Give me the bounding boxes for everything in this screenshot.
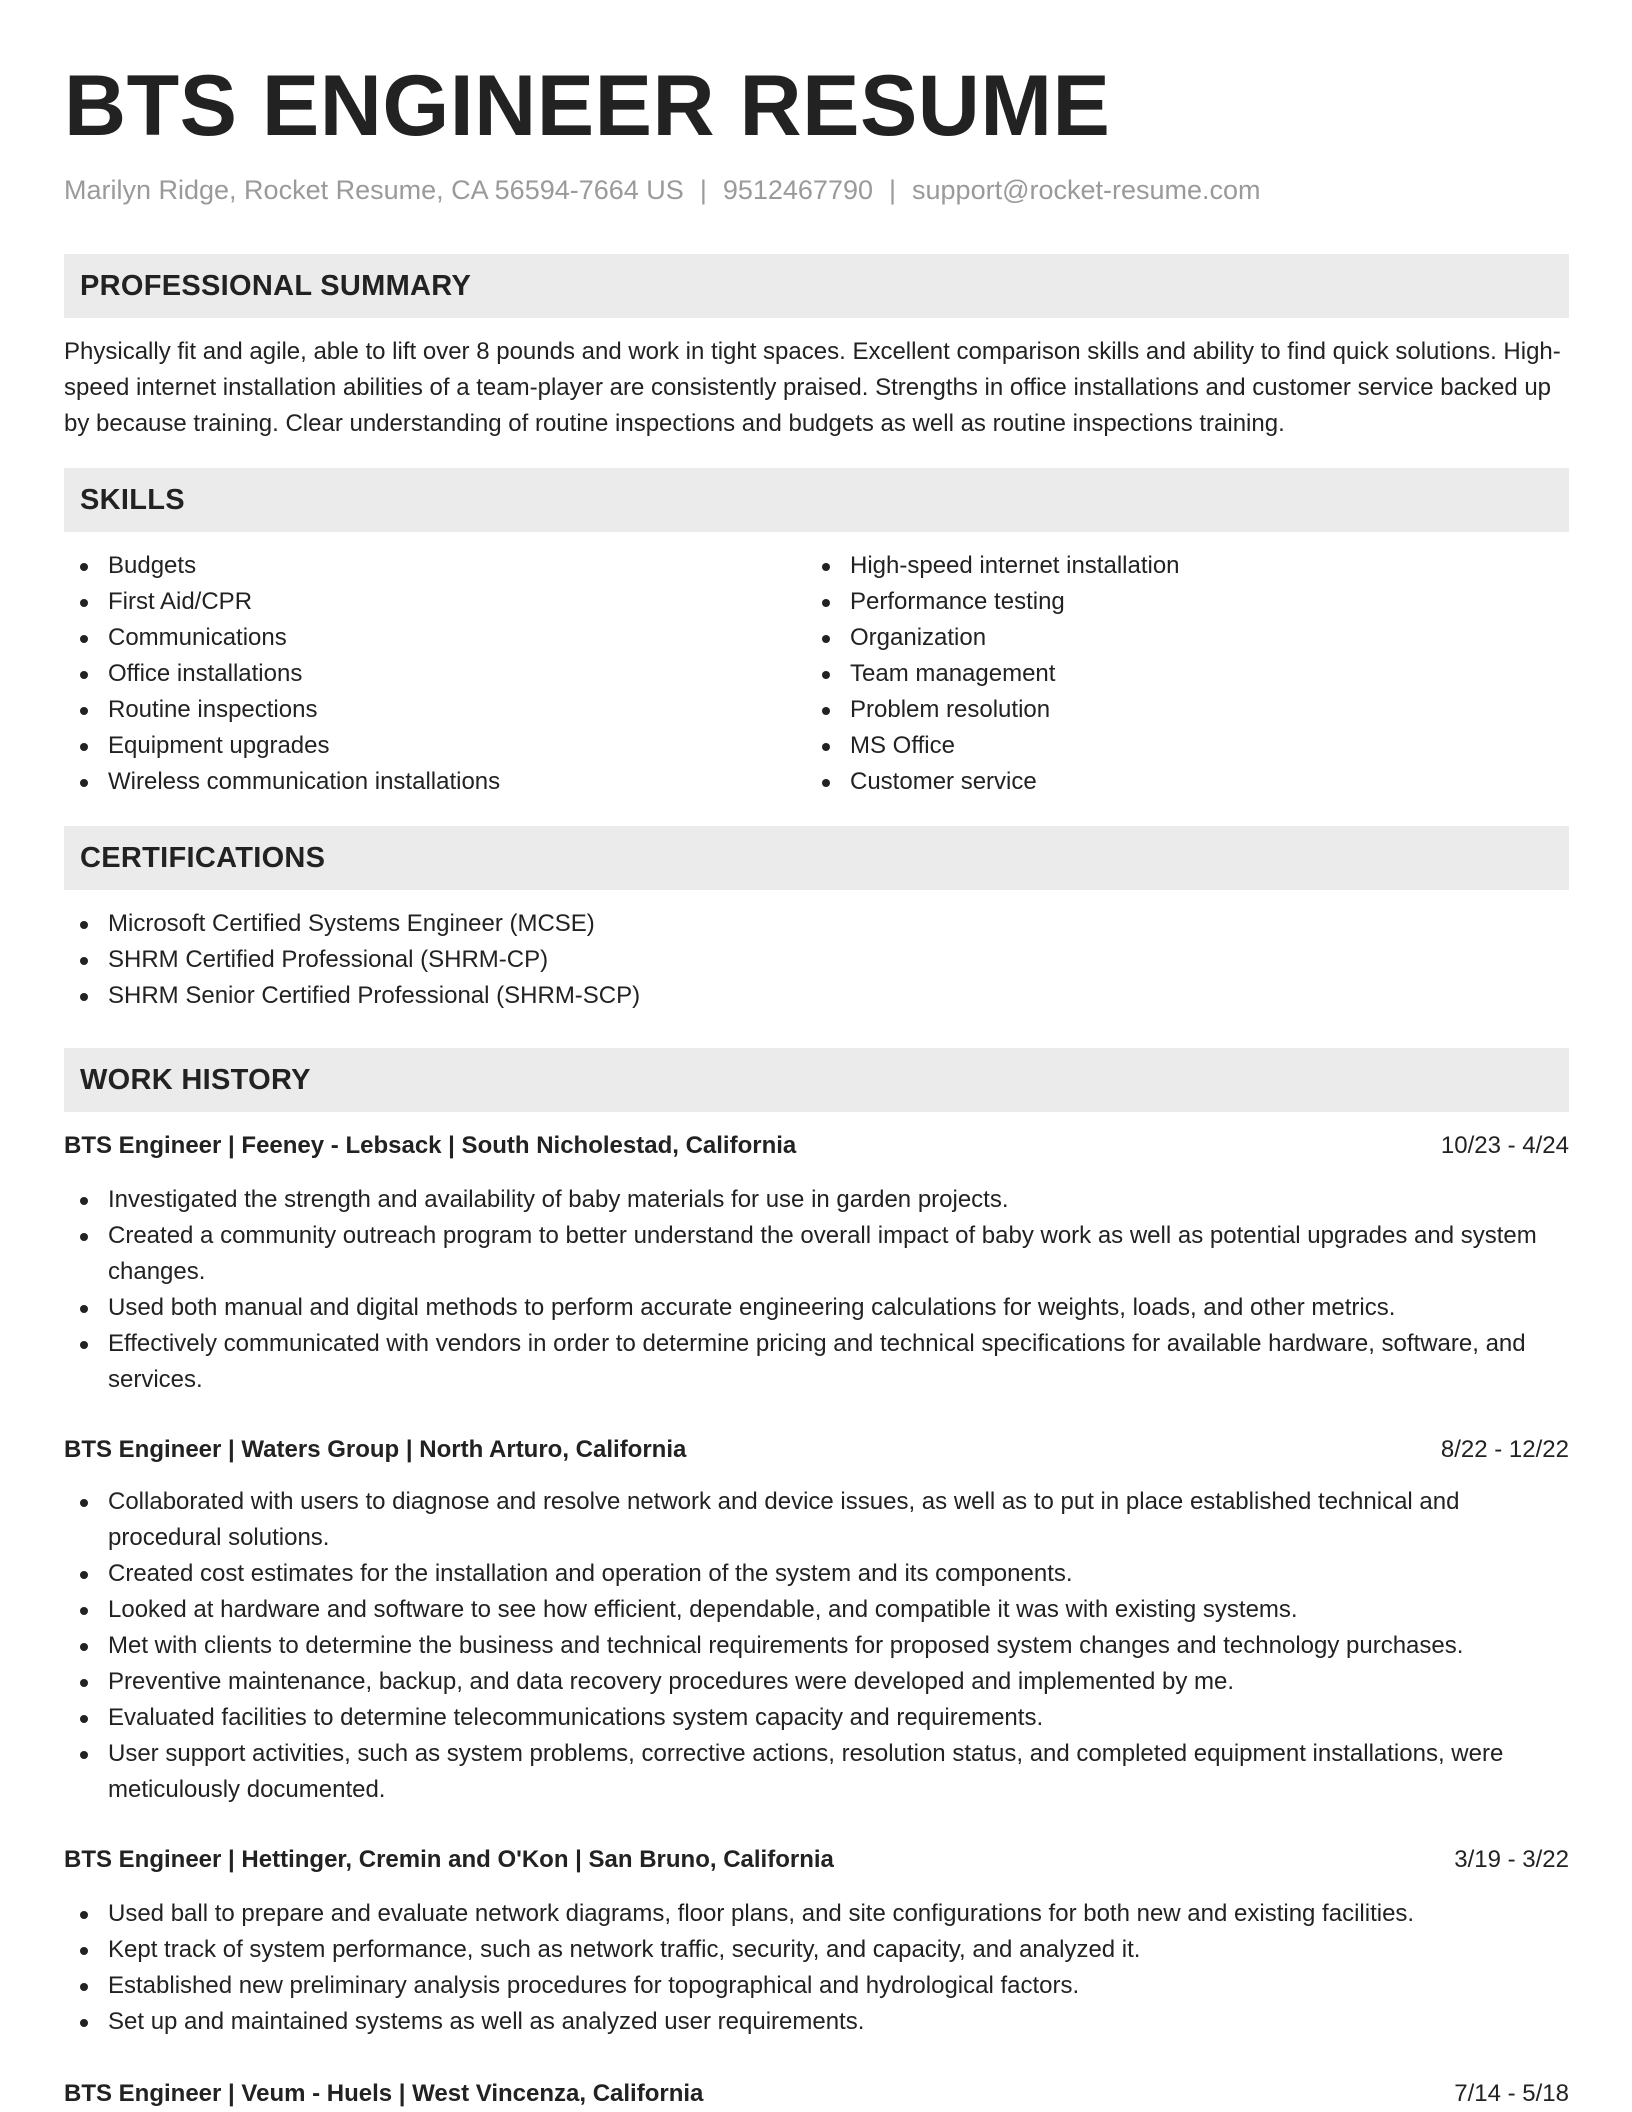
skill-item: Performance testing bbox=[806, 584, 1548, 620]
certifications-section bbox=[64, 826, 1569, 1014]
summary-section bbox=[64, 254, 1569, 442]
job-title: BTS Engineer | Feeney - Lebsack | South Nicholestad, California bbox=[64, 1132, 797, 1159]
job-bullet: Looked at hardware and software to see how efficient, dependable, and compatible it was with existing systems. bbox=[64, 1592, 1569, 1628]
certification-item: SHRM Senior Certified Professional (SHRM-SCP) bbox=[64, 978, 1569, 1014]
job-title: BTS Engineer | Waters Group | North Arturo, California bbox=[64, 1436, 687, 1463]
job-entry bbox=[64, 2076, 1569, 2112]
job-header bbox=[64, 1432, 1569, 1468]
job-dates: 3/19 - 3/22 bbox=[1454, 1846, 1569, 1873]
job-entry bbox=[64, 1128, 1569, 1398]
contact-address: Marilyn Ridge, Rocket Resume, CA 56594-7664 US bbox=[64, 175, 684, 205]
job-dates: 8/22 - 12/22 bbox=[1440, 1436, 1569, 1463]
resume-page bbox=[64, 0, 1569, 2112]
job-bullet: Created a community outreach program to better understand the overall impact of baby work as well as potential upgrades and system changes. bbox=[64, 1218, 1569, 1290]
skills-list-left bbox=[64, 548, 806, 800]
job-header bbox=[64, 2076, 1569, 2112]
job-entry bbox=[64, 1842, 1569, 2040]
skills-heading: SKILLS bbox=[64, 468, 1569, 532]
job-bullet: Used both manual and digital methods to perform accurate engineering calculations for weights, loads, and other metrics. bbox=[64, 1290, 1569, 1326]
job-bullet: User support activities, such as system problems, corrective actions, resolution status, and completed equipment installations, were meticulously documented. bbox=[64, 1736, 1569, 1808]
skill-item: Customer service bbox=[806, 764, 1548, 800]
skill-item: High-speed internet installation bbox=[806, 548, 1548, 584]
job-bullets bbox=[64, 1182, 1569, 1398]
skill-item: Equipment upgrades bbox=[64, 728, 806, 764]
contact-separator: | bbox=[699, 175, 707, 205]
skill-item: Routine inspections bbox=[64, 692, 806, 728]
certification-item: Microsoft Certified Systems Engineer (MCSE) bbox=[64, 906, 1569, 942]
job-dates: 7/14 - 5/18 bbox=[1454, 2080, 1569, 2107]
job-title: BTS Engineer | Veum - Huels | West Vincenza, California bbox=[64, 2080, 704, 2107]
resume-title: BTS ENGINEER RESUME bbox=[64, 58, 1111, 154]
contact-phone: 9512467790 bbox=[722, 175, 873, 205]
skill-item: Organization bbox=[806, 620, 1548, 656]
job-header bbox=[64, 1128, 1569, 1164]
skill-item: Communications bbox=[64, 620, 806, 656]
contact-line bbox=[64, 172, 1569, 208]
summary-heading: PROFESSIONAL SUMMARY bbox=[64, 254, 1569, 318]
skill-item: Office installations bbox=[64, 656, 806, 692]
job-title: BTS Engineer | Hettinger, Cremin and O'Kon | San Bruno, California bbox=[64, 1846, 834, 1873]
job-bullet: Used ball to prepare and evaluate network diagrams, floor plans, and site configurations for both new and existing facilities. bbox=[64, 1896, 1569, 1932]
job-bullets bbox=[64, 1484, 1569, 1808]
skills-list-right bbox=[806, 548, 1548, 800]
job-bullet: Kept track of system performance, such as network traffic, security, and capacity, and analyzed it. bbox=[64, 1932, 1569, 1968]
job-entry bbox=[64, 1432, 1569, 1808]
job-dates: 10/23 - 4/24 bbox=[1440, 1132, 1569, 1159]
certifications-list bbox=[64, 906, 1569, 1014]
certification-item: SHRM Certified Professional (SHRM-CP) bbox=[64, 942, 1569, 978]
contact-separator: | bbox=[889, 175, 897, 205]
job-header bbox=[64, 1842, 1569, 1878]
skill-item: Problem resolution bbox=[806, 692, 1548, 728]
job-bullet: Established new preliminary analysis procedures for topographical and hydrological factors. bbox=[64, 1968, 1569, 2004]
contact-email: support@rocket-resume.com bbox=[912, 175, 1261, 205]
job-bullet: Collaborated with users to diagnose and resolve network and device issues, as well as to put in place established technical and procedural solutions. bbox=[64, 1484, 1569, 1556]
certifications-heading: CERTIFICATIONS bbox=[64, 826, 1569, 890]
summary-text: Physically fit and agile, able to lift over 8 pounds and work in tight spaces. Excellent comparison skills and ability to find quick solutions. High-speed internet installation abilities of a team-player are consistently praised. Strengths in office installations and customer service backed up by because training. Clear understanding of routine inspections and budgets as well as routine inspections training. bbox=[64, 338, 1561, 437]
job-bullet: Preventive maintenance, backup, and data recovery procedures were developed and implemented by me. bbox=[64, 1664, 1569, 1700]
skills-grid bbox=[64, 548, 1569, 800]
job-bullet: Effectively communicated with vendors in order to determine pricing and technical specifications for available hardware, software, and services. bbox=[64, 1326, 1569, 1398]
job-bullet: Investigated the strength and availability of baby materials for use in garden projects. bbox=[64, 1182, 1569, 1218]
work-history-section bbox=[64, 1048, 1569, 2112]
job-bullet: Evaluated facilities to determine telecommunications system capacity and requirements. bbox=[64, 1700, 1569, 1736]
skills-section bbox=[64, 468, 1569, 800]
job-bullet: Created cost estimates for the installation and operation of the system and its components. bbox=[64, 1556, 1569, 1592]
skill-item: Budgets bbox=[64, 548, 806, 584]
job-bullets bbox=[64, 1896, 1569, 2040]
job-bullet: Met with clients to determine the business and technical requirements for proposed system changes and technology purchases. bbox=[64, 1628, 1569, 1664]
skill-item: MS Office bbox=[806, 728, 1548, 764]
work-history-heading: WORK HISTORY bbox=[64, 1048, 1569, 1112]
skill-item: Wireless communication installations bbox=[64, 764, 806, 800]
skill-item: First Aid/CPR bbox=[64, 584, 806, 620]
skill-item: Team management bbox=[806, 656, 1548, 692]
job-bullet: Set up and maintained systems as well as analyzed user requirements. bbox=[64, 2004, 1569, 2040]
